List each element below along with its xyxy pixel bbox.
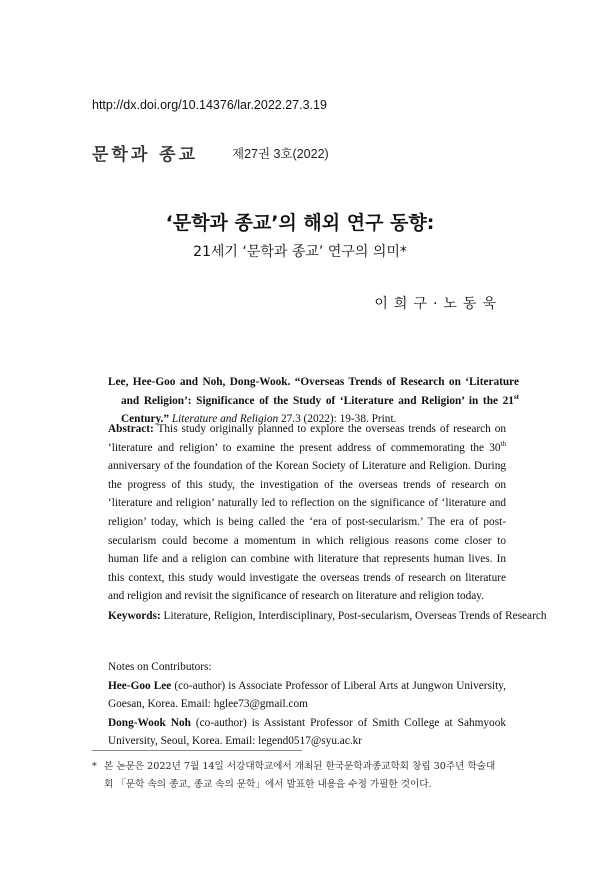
citation-journal: Literature and Religion [171,413,279,426]
contributors-notes [108,658,506,751]
abstract-sup: th [500,439,506,448]
contributor-1-name: Hee-Goo Lee [108,679,172,692]
citation-lead: Lee, Hee-Goo and Noh, Dong-Wook. “Overseas Trends of Research on ‘Literature and Religion’: Significance of the Study of ‘Literature and Religion’ in the 21 [108,376,519,407]
footnote-divider [92,750,302,751]
issue-info: 제27권 3호(2022) [232,147,329,161]
keywords-label: Keywords: [108,610,161,622]
keywords-text: Literature, Religion, Interdisciplinary, Post-secularism, Overseas Trends of Research [160,610,547,622]
abstract-label: Abstract: [108,423,154,435]
article-authors: 이희구·노동욱 [374,296,502,312]
abstract-text-2: anniversary of the foundation of the Korean Society of Literature and Religion. During the progress of this study, the investigation of the overseas trends of research on ‘literature and religion’ naturally led to reflection on the significance of ‘literature and religion’ today, which is being called the ‘era of post-secularism.’ The era of post-secularism could become a momentum in which religious reasons come closer to human life and a religion can combine with literature that represents human lives. In this context, this study would investigate the overseas trends of research on literature and religion and revisit the significance of research on literature and religion today. [108,460,506,603]
article-subtitle: 21세기 ‘문학과 종교’ 연구의 의미* [193,244,407,260]
citation-details: 27.3 (2022): 19-38. Print. [278,413,397,426]
citation-tail: Century.” [121,413,170,426]
doi-link[interactable]: http://dx.doi.org/10.14376/lar.2022.27.3.19 [92,98,327,112]
contributor-2-name: Dong-Wook Noh [108,716,191,729]
abstract [108,420,506,606]
contributors-heading: Notes on Contributors: [108,661,212,673]
citation-sup: st [513,392,519,401]
footnote [92,758,504,794]
contributor-2 [108,714,506,751]
footnote-text: 본 논문은 2022년 7월 14일 서강대학교에서 개최된 한국문학과종교학회 창립 30주년 학술대회 「문학 속의 종교, 종교 속의 문학」에서 발표한 내용을 수정 가필한 것이다. [104,761,496,790]
footnote-marker: * [92,761,97,772]
journal-logo: 문학과 종교 [92,145,199,165]
contributor-2-text: (co-author) is Assistant Professor of Smith College at Sahmyook University, Seoul, Korea. Email: legend0517@syu.ac.kr [108,716,506,748]
article-title: ‘문학과 종교’의 해외 연구 동향: [165,212,435,234]
keywords [108,607,560,626]
abstract-text-1: This study originally planned to explore the overseas trends of research on ‘literature and religion’ to examine the present address of commemorating the 30 [108,423,506,454]
contributor-1 [108,677,506,714]
contributor-1-text: (co-author) is Associate Professor of Liberal Arts at Jungwon University, Goesan, Korea. Email: hglee73@gmail.com [108,679,506,711]
